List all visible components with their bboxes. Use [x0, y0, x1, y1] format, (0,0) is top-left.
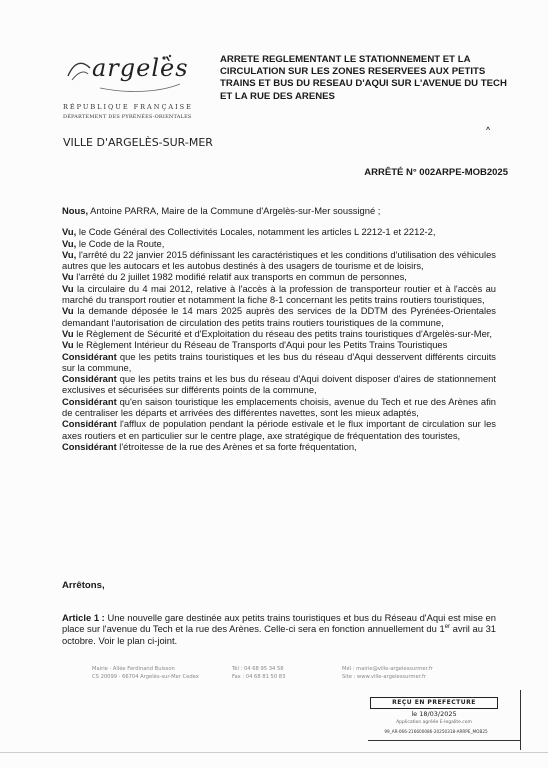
considerant-item: Considérant que les petits trains et les bus du réseau d'Aqui doivent disposer d'aires de stationnement exclusives et sécurisées sur différents points de la commune, [62, 373, 496, 396]
nous-label: Nous, [62, 205, 89, 216]
nous-paragraph [62, 205, 496, 216]
article-1-label: Article 1 : [62, 612, 105, 623]
stamp-border-right [520, 690, 521, 750]
prefecture-stamp [370, 697, 500, 741]
considerant-item: Considérant l'étroitesse de la rue des Arènes et sa forte fréquentation, [62, 440, 357, 452]
vu-item: Vu, l'arrêté du 22 janvier 2015 définissant les caractéristiques et les conditions d'utilisation des véhicules autres que les autocars et les autobus destinés à des usagers de tourisme et de loisirs, [62, 248, 496, 272]
republique-label: RÉPUBLIQUE FRANÇAISE [63, 103, 193, 111]
vu-item: Vu le Règlement Intérieur du Réseau de Transports d'Aqui pour les Petits Trains Touristiques [62, 339, 448, 351]
city-logo [60, 50, 190, 98]
document-body [62, 205, 496, 452]
considerant-item: Considérant qu'en saison touristique les emplacements choisis, avenue du Tech et rue des Arènes afin de centraliser les départs et arrivées des différentes navettes, sont les mieux adaptés, [62, 395, 496, 419]
caret-mark: ^ [486, 127, 491, 134]
logo-wordmark: argelès [92, 54, 189, 82]
vu-item: Vu, le Code de la Route, [62, 237, 165, 249]
stamp-date: le 18/03/2025 [411, 710, 457, 718]
stamp-border-bottom [368, 740, 521, 741]
departement-label: DÉPARTEMENT DES PYRÉNÉES-ORIENTALES [63, 114, 192, 120]
footer-website[interactable]: Site : www.ville-argelessurmer.fr [342, 673, 426, 680]
considerant-item: Considérant l'afflux de population pendant la période estivale et le flux important de circulation sur les axes routiers et en particulier sur le centre plage, axe stratégique de fréquentation des touristes, [62, 418, 496, 441]
arretons-heading: Arrêtons, [62, 580, 105, 591]
vu-item: Vu l'arrêté du 2 juillet 1982 modifié relatif aux transports en commun de personnes, [62, 271, 407, 283]
considerant-item: Considérant que les petits trains touristiques et les bus du réseau d'Aqui desservent différents circuits sur la commune, [62, 350, 496, 373]
stamp-title: REÇU EN PREFECTURE [370, 697, 498, 709]
vu-item: Vu, le Code Général des Collectivités Locales, notamment les articles L 2212-1 et 2212-2, [62, 226, 436, 238]
footer-address: Mairie · Allée Ferdinand Buisson CS 20099 · 66704 Argelès-sur-Mer Cedex [92, 666, 199, 680]
footer-contact [342, 666, 433, 681]
stamp-reference: 99_AR-066-216600086-20250318-ARRPE_MOB25 [384, 729, 488, 734]
footer-phone: Tél : 04 68 95 34 58 Fax : 04 68 81 50 83 [232, 666, 286, 680]
arrete-number: ARRÊTÉ N° 002ARPE-MOB2025 [364, 167, 508, 178]
article-1: Article 1 : Une nouvelle gare destinée aux petits trains touristiques et bus du Réseau d'Aqui est mise en place sur l'avenue du Tech et la rue des Arènes. Celle-ci sera en fonction annuellement du 1er avril au 31 octobre. Voir le plan ci-joint. [62, 612, 497, 646]
vu-item: Vu la demande déposée le 14 mars 2025 auprès des services de la DDTM des Pyrénées-Orientales demandant l'autorisation de circulation des petits trains routiers touristiques de la commune, [62, 305, 496, 328]
vu-item: Vu le Règlement de Sécurité et d'Exploitation du réseau des petits trains touristiques d'Argelès-sur-Mer, [62, 327, 493, 339]
page-bottom-rule [0, 752, 548, 753]
ville-label: VILLE D'ARGELÈS-SUR-MER [63, 136, 213, 149]
vu-item: Vu la circulaire du 4 mai 2012, relative à l'accès à la profession de transporteur routier et à l'accès au marché du transport routier et notamment la fiche 8-1 concernant les petits trains routiers touristiques, [62, 282, 496, 306]
nous-text: Antoine PARRA, Maire de la Commune d'Argelès-sur-Mer soussigné ; [88, 205, 381, 216]
document-title: ARRETE REGLEMENTANT LE STATIONNEMENT ET LA CIRCULATION SUR LES ZONES RESERVEES AUX PETITS TRAINS ET BUS DU RESEAU D'AQUI SUR L'AVENUE DU TECH ET LA RUE DES ARENES [220, 54, 507, 102]
stamp-subline: Application agréée E-legalite.com [396, 720, 472, 725]
footer-email[interactable]: Mél : mairie@ville-argelessurmer.fr [342, 666, 433, 672]
